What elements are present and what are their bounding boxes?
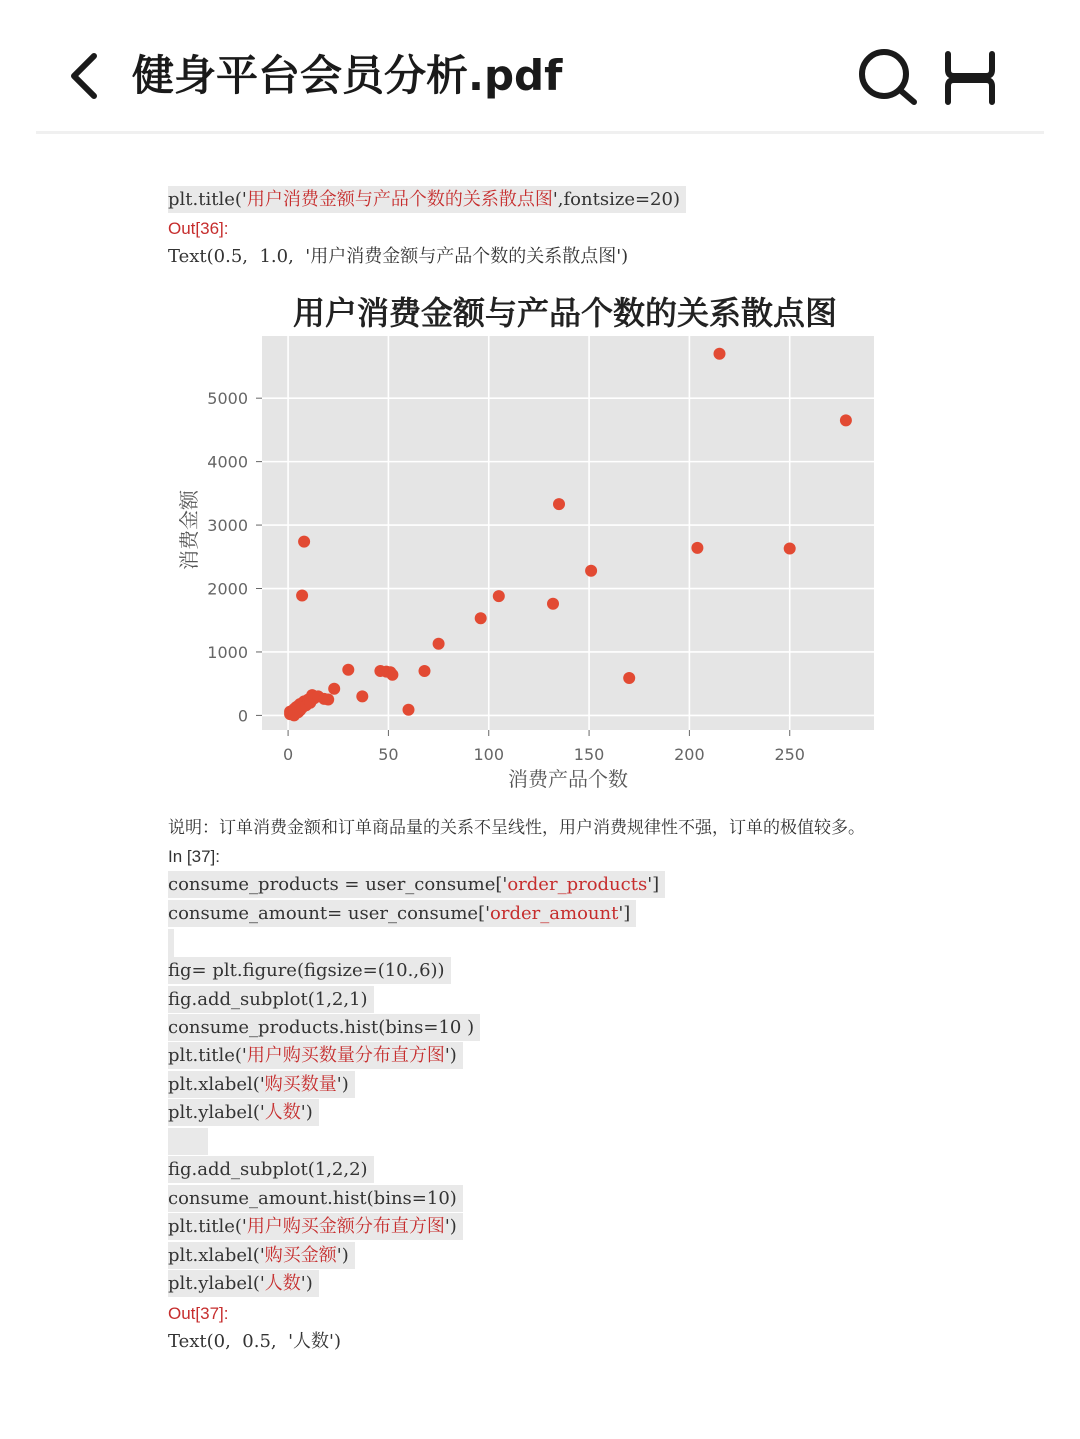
code-line: consume_products.hist(bins=10 ) [168,1014,480,1041]
x-tick-label: 150 [573,745,605,764]
scatter-point [342,664,354,676]
header-divider [36,131,1044,134]
scatter-point [322,694,334,706]
chevron-left-icon [60,44,116,108]
out-prompt: Out[36]: [168,219,229,238]
search-button[interactable] [856,44,920,108]
scatter-point [328,683,340,695]
scatter-point [553,498,565,510]
scatter-point [585,565,597,577]
scatter-point [356,690,368,702]
scatter-point [493,590,505,602]
code-line: plt.ylabel('人数') [168,1270,319,1297]
scatter-chart [160,280,920,800]
code-line: consume_products = user_consume['order_products'] [168,871,665,898]
out-prompt: Out[37]: [168,1304,229,1323]
y-tick-label: 1000 [207,642,248,662]
menu-icon [940,50,1000,106]
scatter-point [714,348,726,360]
y-tick-label: 2000 [207,579,248,599]
scatter-point [298,536,310,548]
y-tick-label: 4000 [207,452,248,472]
menu-button[interactable] [940,50,1000,106]
scatter-point [623,672,635,684]
scatter-point [475,612,487,624]
code-line: plt.title('用户购买金额分布直方图') [168,1213,463,1240]
scatter-point [296,590,308,602]
output-text: Text(0, 0.5, '人数') [168,1331,341,1352]
code-line: consume_amount= user_consume['order_amount'] [168,900,636,927]
x-tick-label: 50 [378,745,399,764]
scatter-point [547,598,559,610]
y-tick-label: 5000 [207,389,248,409]
code-line: fig= plt.figure(figsize=(10.,6)) [168,957,451,984]
code-line: fig.add_subplot(1,2,2) [168,1156,374,1183]
y-tick-label: 0 [237,706,248,726]
scatter-point [386,669,398,681]
scatter-point [691,542,703,554]
x-axis-label: 消费产品个数 [508,767,628,791]
chart-title: 用户消费金额与产品个数的关系散点图 [292,294,838,332]
code-blank-line [168,1128,208,1155]
scatter-point [840,414,852,426]
code-line: plt.xlabel('购买数量') [168,1071,355,1098]
top-bar [0,0,1080,132]
code-line: plt.title('用户购买数量分布直方图') [168,1042,463,1069]
code-line: plt.xlabel('购买金额') [168,1242,355,1269]
output-text: Text(0.5, 1.0, '用户消费金额与产品个数的关系散点图') [168,246,629,267]
back-button[interactable] [60,44,116,108]
in-prompt: In [37]: [168,847,220,866]
document-title: 健身平台会员分析.pdf [132,51,563,100]
x-tick-label: 250 [774,745,805,764]
scatter-point [784,543,796,555]
code-line: plt.ylabel('人数') [168,1099,319,1126]
code-blank-line [168,929,174,957]
scatter-point [403,704,415,716]
description-note: 说明：订单消费金额和订单商品量的关系不呈线性，用户消费规律性不强，订单的极值较多。 [168,818,865,838]
y-tick-label: 3000 [207,516,248,536]
code-line: plt.title('用户消费金额与产品个数的关系散点图',fontsize=20) [168,186,686,213]
x-tick-label: 0 [282,745,294,764]
search-icon [856,44,920,108]
y-axis-label: 消费金额 [177,490,201,570]
x-tick-label: 200 [674,745,705,764]
code-line: consume_amount.hist(bins=10) [168,1185,463,1212]
scatter-point [419,665,431,677]
code-line: fig.add_subplot(1,2,1) [168,986,374,1013]
x-tick-label: 100 [473,745,505,764]
scatter-point [433,638,445,650]
